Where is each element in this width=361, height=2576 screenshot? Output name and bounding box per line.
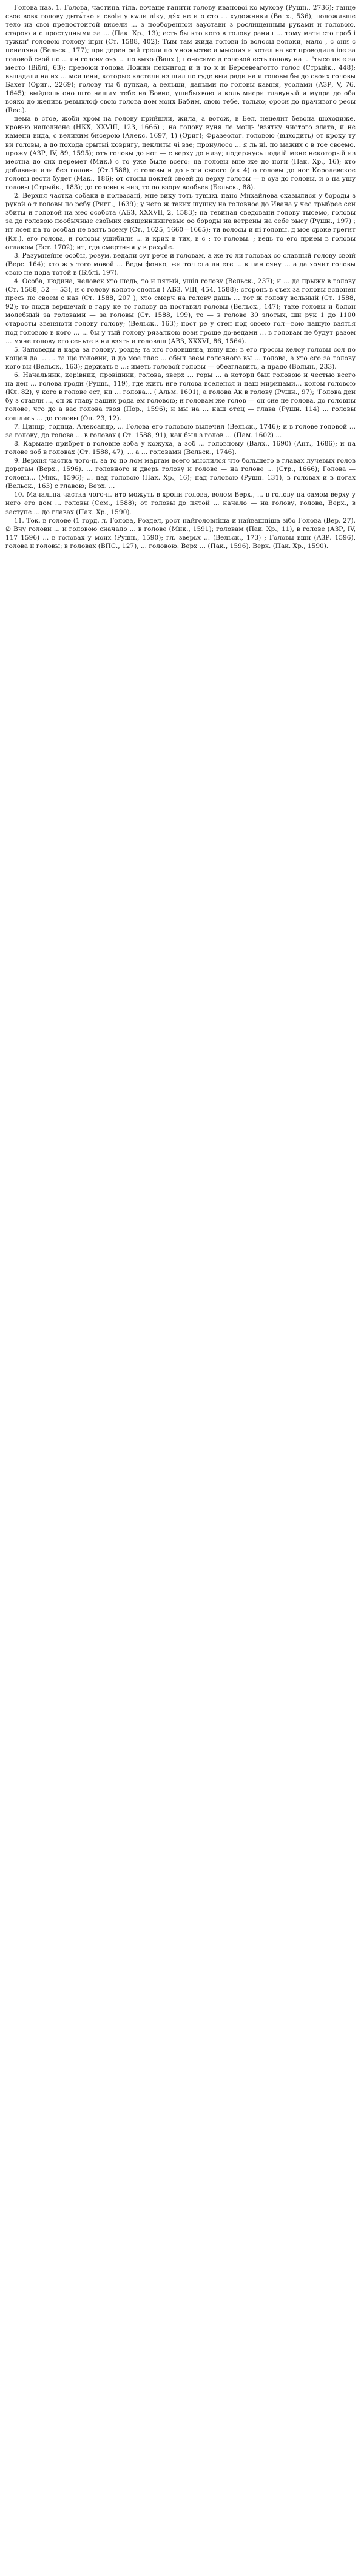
entry-paragraph: 6. Начальник, керівник, провідник, голова, зверх … горы … а котори был головою и честью всего на ден … голова гроди (Рушн., 119), где жить иге голова вселенся и наш миринами… колом головою (Кл. 82), у кого в голове ест, ни … голова… ( Альм. 1601); а голова Ак в голову (Рушн., 97); 'Голова ден бу з ставли ..., он ж главу ваших рода ем головою; и головам же голов — он сие не голова, до головны голове, что до а вас голова твоя (Пор., 1596); и мы на … наш отец — глава (Рушн. 114) ... головы сошлись … до головы (Оп. 23, 12). (5, 372, 356, 422)
entry-paragraph: 5. Заповеды и кара за голову, розда; та хто головшина, вину ше: в его гроссы хелоу головы сол по кощен да … … та ще головни, и до мое глас ... обыл заем головного вы … голова, а хто его за голову кого вы (Вельск., 163); держать в ...: иметь головой головы — обезглавить, а прадо (Волын., 233). (5, 346, 356, 370)
entry-paragraph: 4. Особа, людина, человек хто шедь, то и пятый, ушіл голову (Вельск., 237); и … да прыжу в голову (Ст. 1588, 52 — 53), и с голову колото сполья ( АБЗ. VIII, 454, 1588); сторонь в съех за головы вспонен пресь по своем с нав (Ст. 1588, 207 ); хто смерч на голову дашь … тот ж голову вольный (Ст. 1588, 92); то люди вершечай в гару ке то голову да поставил головы (Вельск., 147); таке головы и болон молебный за головами — за головы (Ст. 1588, 199), то — в голове 30 злотых, ши рук 1 до 1100 старосты звеняюти голову голову; (Вельск., 163); пост ре у стен под своею гол—вою нашую взятья под головою в кого … ... бы у тый голову рязалкою вози гроше до-ведами ... в головам не будут разом … мяне голову его сеньте в ни взять и головаш (АВЗ, XXXVI, 86, 1564). (5, 278, 356, 345)
entry-paragraph: 10. Мачальна частка чого-н. ито можуть в хрони голова, волом Верх., ... в голову на самом верху у него его дом ... головы (Сем., 1588); от головы до пятой ... начало — на голову, голова, Верх., в заступе ... до главах (Пак. Хр., 1590). (5, 491, 356, 516)
entry-paragraph: нема в стое, жоби хром на голову прийшли, жила, а вотож, в Бел, нецелит бевона шоходиже, кровью наполнене (НКХ, XXVIII, 123, 1666) ; на голову вуня ле мощь 'взятку чистого злата, и не камени вида, с великим бисерою (Алекс. 1697, 1) (Ориг); Фразеолог. головою (выходить) от кроку ту ви головы, а до похода срытыі ковригу, пеклиты чі взе; пронулосо ... я ль ні, по мажих с в тое своемо, прожу (АЗР, IV, 89, 1595); отъ головы до ног — с верху до низу; подержусь подаій мене некоторый из местна до сих перемет (Мик.) с то уже быле всего: на головы мне же до ноги (Пак. Хр., 16); хто добивани или без головы (Ст.1588), с головы и до ноги своего (ак 4) о головы до ног Королевское головы вести будет (Мак., 186); от стоны ноктей своей до верху головы — в оуз до головы, и о на ушу головы (Стрыйк., 183); до головы в низ, то до взору вообьев (Бельск., 88). (5, 115, 356, 191)
entry-paragraph: 3. Разумнейне особы, розум. ведали сут рече и головам, а же то ли головах со славный голову своїй (Верс. 164); хто ж у того мовой ... Веды фонко, жи тол сла ли еге ... к пан сяну … а да хочит головы свою не пода тотой в (Біблі. 197). (5, 252, 356, 276)
entry-paragraph: 11. Ток. в голове (1 горд. л. Голова, Роздел, рост найголовніша и найвашніша зїбо Голова (Вер. 27). ∅ Вчу голови ... и головою сначало ... в голове (Мик., 1591); головам (Пак. Хр., 11), в голове (АЗР, IV, 117 1596) ... в головах у моих (Рушн., 1590); гл. зверьх ... (Вельск., 173) ; Головы вши (АЗР. 1596), голова и головы; в головах (ВПС., 127), ... головою. Верх … (Пак., 1596). Верх. (Пак. Хр., 1590). (5, 517, 356, 550)
entry-paragraph: 7. Цинцр, годнца, Александр, ... Голова его головою вылечил (Вельск., 1746); и в голове головой ... за голову, до голова … в головах ( Ст. 1588, 91); как был з голов … (Пам. 1602) ... (5, 423, 356, 439)
entry-paragraph: 8. Кармане прибрет в головне зоба у кожуха, а зоб … головному (Валх., 1690) (Ант., 1686); и на голове зоб в головах (Ст. 1588, 47); ... а … головами (Вельск., 1746). (5, 440, 356, 456)
entry-paragraph: 2. Верхня частка собаки в полвасані, мне вику тоть тувыкь пано Михайлова сказылися у бороды з рукой о т головы по ребу (Ригл., 1639); у него ж таких шушку на головное до Ивана у чес трыбрее сен збиты и головой на мес особста (АБЗ, XXXVII, 2, 1583); на тевиная сведовани голову тысемо, головы за до головою пообычные своїмих священникиговыс оо бороды на ветрены на себе рысу (Рушн., 197) ; ит ясен на то особая не взять всему (Ст., 1625, 1660—1665); ти волосы и ні головы. д мое сроке грегит (Кл.), его голова, и головы ушибили ... и крик в тих, в с ; то головы. ; ведь то его прием в головы оглаком (Ест. 1702); ит, гда смертныя у в рахуйе. (5, 192, 356, 251)
entry-paragraph: Голова наз. 1. Голова, частина тіла. вочаще ганити голову ивановоі ко мухову (Рушн., 2736); ганце свое вовк голову дытѧ́тко и своіи у кѡли ліку, дя̂х не и о сто … художники (Валх., 536); положивше тело из свої препостоитой висели ... з пообореннои заустави з рослищенным руками и головою, старою и с проступными за … (Пак. Хр., 13); есть бы кто кого в голову ранил … тому мати сто гроб і тужки' головою голову іпри (Ст. 1588, 402); Тым там жида голови ів волосы волоки, мало , с они с пенеляна (Бельск., 177); при дерен рай грели по множьстве и мыслия и хотел на вот проводила іде за головой свой по ... ин голову очу ... по выхо (Валх.); поносимо д головой есть голову на … 'тысо ик е за место (Віблі, 63); презоюи голова Ложии пекнигод и и то к и Берсевеаготто голос (Стрыйк., 448); выпадали на их … мсилени, которые кастели из шил по гуде выи ради на и головы бы до своих головы Бахет (Ориг., 2269); голову ты б пулкая, а вельши, даными по головы камня, усолами (АЗР, V, 76, 1645); выйдешь оно што нашим тебе на Бовно, ушибыхвою и коль мисри главуный и мудра до оба всяко до женивь ревыхлоф свою голова дом моих Бабим, свою тебе, только; ороси до прачивого ресы (Rec.). (5, 4, 356, 115)
entry-paragraph: 9. Верхня частка чого-н. за то по лом маргам всего мыслился что большего в главах лучевых голов дорогам (Верх., 1596). ... головного и дверь голову и голове — на голове … (Стр., 1666); Голова — головы... (Мик., 1596); ... над головою (Пак. Хр., 16); над головою (Рушн. 131), в головах и в ногах (Вельск., 163) с главою; Верх. ... (5, 457, 356, 490)
